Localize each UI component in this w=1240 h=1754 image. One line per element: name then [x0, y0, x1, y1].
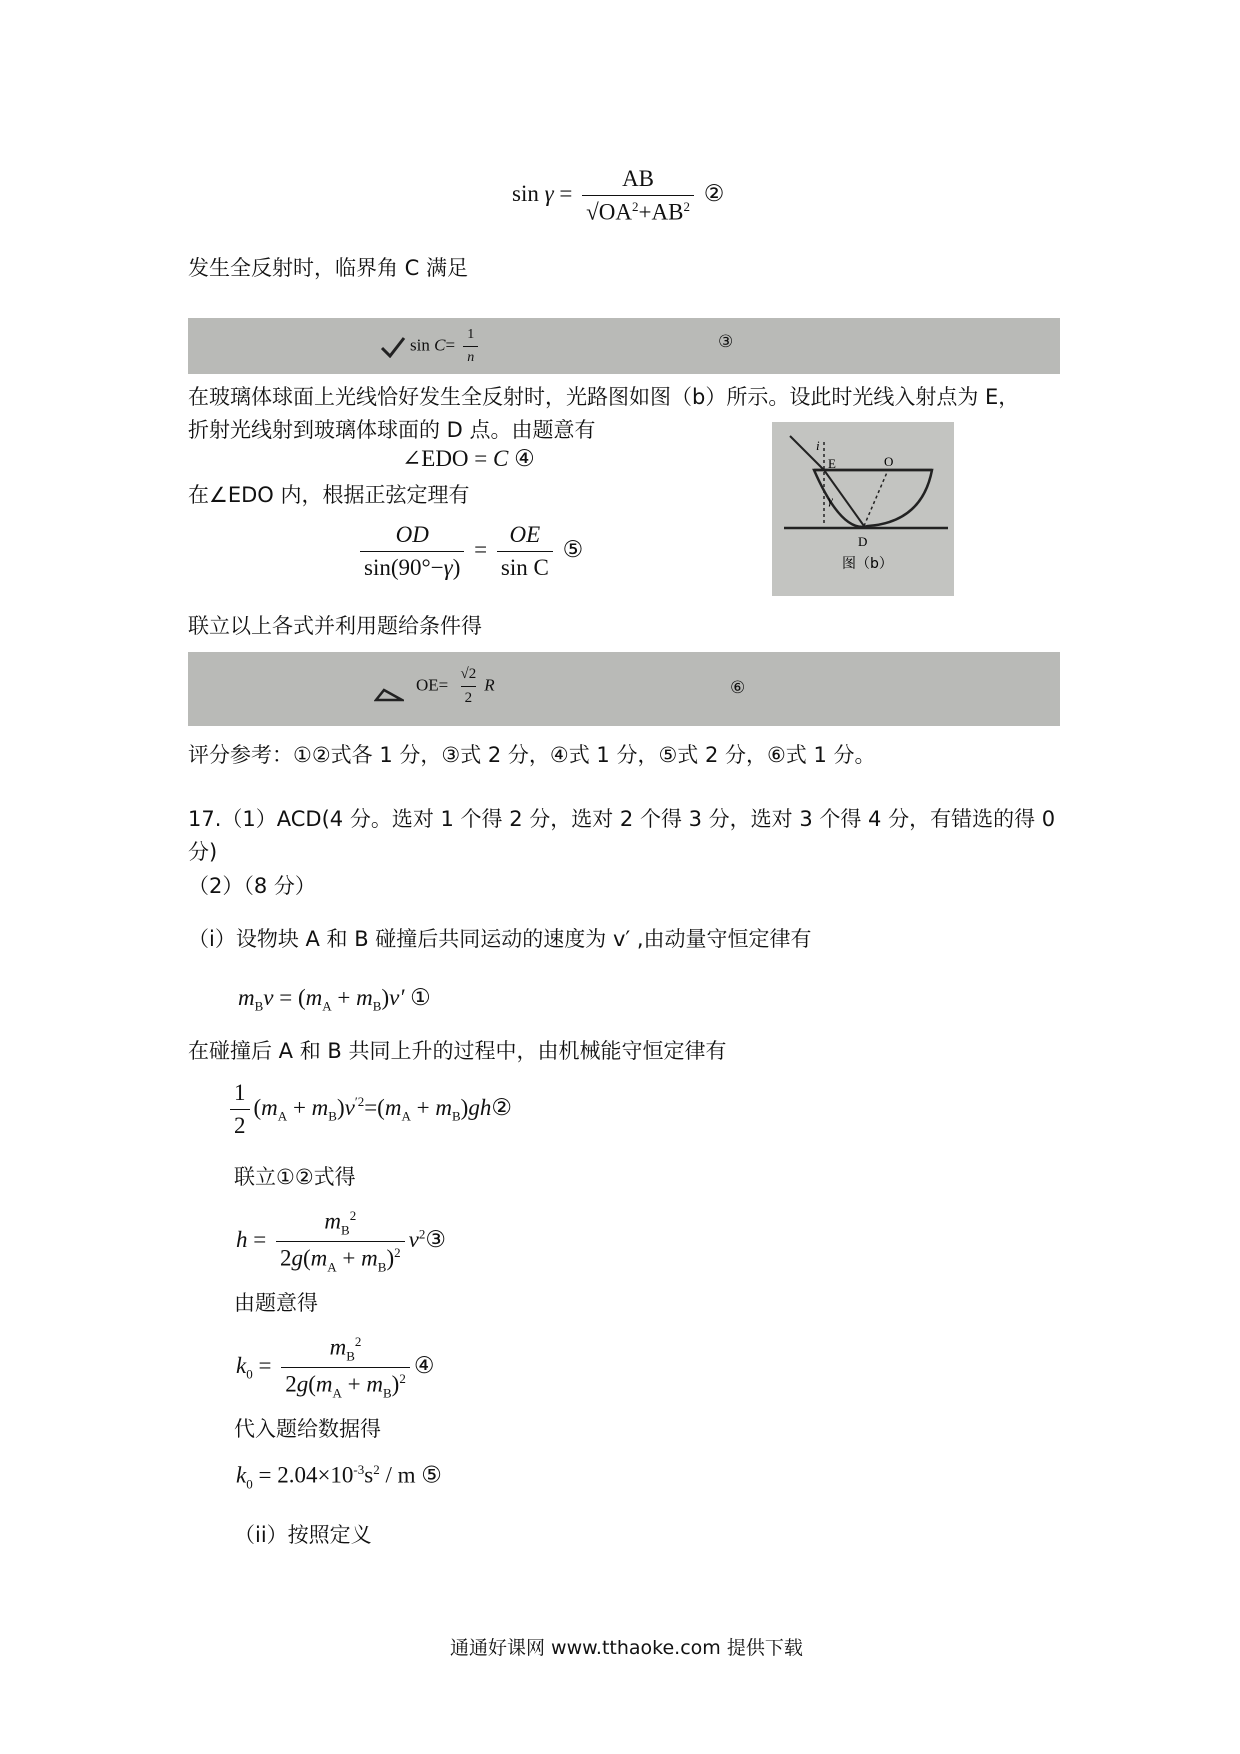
equation-k0-value-5: $k_0 = 2.04\times 10^{-3}s^2 / m$ ⑤	[236, 1462, 442, 1492]
label-o: O	[884, 454, 894, 469]
question-17-line-1: 17.（1）ACD(4 分。选对 1 个得 2 分，选对 2 个得 3 分，选对 3 个得 4 分，有错选的得 0	[188, 807, 1056, 831]
equation-k0-4: $k_0$ = $\frac{m_B^2}{2g(m_A + m_B)^2}$ ④	[236, 1334, 435, 1401]
label-i: i	[816, 438, 820, 453]
equation-6: OE= $\frac{√2}{2}$ R	[416, 666, 495, 706]
question-17-line-2: 分)	[188, 840, 218, 864]
label-e: E	[828, 456, 836, 471]
equation-3: sin C= $\frac{1}{n}$	[410, 327, 482, 366]
combine-text: 联立以上各式并利用题给条件得	[188, 614, 482, 638]
triangle-mark-icon	[374, 688, 404, 702]
equation-energy-2: $\frac{1}{2}$ $(m_A + m_B)v^{'2}=(m_A$ + $m_B)gh②$	[226, 1080, 512, 1139]
scanned-band-3	[188, 318, 1060, 374]
critical-angle-text: 发生全反射时，临界角 C 满足	[188, 256, 469, 280]
grading-reference: 评分参考：①②式各 1 分，③式 2 分，④式 1 分，⑤式 2 分，⑥式 1 分。	[188, 743, 876, 767]
equation-4: ∠EDO = C ④	[402, 446, 535, 471]
equation-mark-3: ③	[718, 332, 734, 351]
equation-2: sin γ = $\frac{AB}{√OA^2+AB^2}$ ②	[512, 166, 725, 225]
equation-h-3: h = $\frac{m_B^2}{2g(m_A + m_B)^2}$ $v^2③$	[236, 1208, 446, 1275]
part-i-text: （i）设物块 A 和 B 碰撞后共同运动的速度为 v′ ,由动量守恒定律有	[188, 927, 812, 951]
scanned-band-6	[188, 652, 1060, 726]
figure-caption: 图（b）	[842, 556, 893, 572]
part-ii-text: （ii）按照定义	[234, 1523, 372, 1547]
sine-law-text: 在∠EDO 内，根据正弦定理有	[188, 483, 470, 507]
equation-mark-6: ⑥	[730, 678, 746, 697]
equation-momentum-1: $m_Bv = (m_A + m_B)v'$ ①	[238, 985, 431, 1014]
figure-b	[772, 422, 954, 596]
check-mark-icon	[380, 336, 406, 358]
substitute-text: 代入题给数据得	[234, 1417, 381, 1441]
by-question-text: 由题意得	[234, 1291, 318, 1315]
equation-5: $\frac{OD}{\sin(90^\circ-\gamma)}$ = $\frac{OE}{\text{sin C}}$ ⑤	[356, 522, 583, 581]
combine-1-2-text: 联立①②式得	[234, 1165, 356, 1189]
label-gamma: γ	[828, 493, 833, 507]
paragraph-total-reflection-2: 折射光线射到玻璃体球面的 D 点。由题意有	[188, 418, 596, 442]
paragraph-total-reflection-1: 在玻璃体球面上光线恰好发生全反射时，光路图如图（b）所示。设此时光线入射点为 E，	[188, 385, 1020, 409]
optical-path-diagram	[772, 422, 954, 596]
energy-text: 在碰撞后 A 和 B 共同上升的过程中，由机械能守恒定律有	[188, 1039, 727, 1063]
footer-download-note: 通通好课网 www.tthaoke.com 提供下载	[450, 1637, 803, 1659]
question-17-line-3: （2）（8 分）	[188, 874, 316, 898]
label-d: D	[858, 534, 868, 549]
